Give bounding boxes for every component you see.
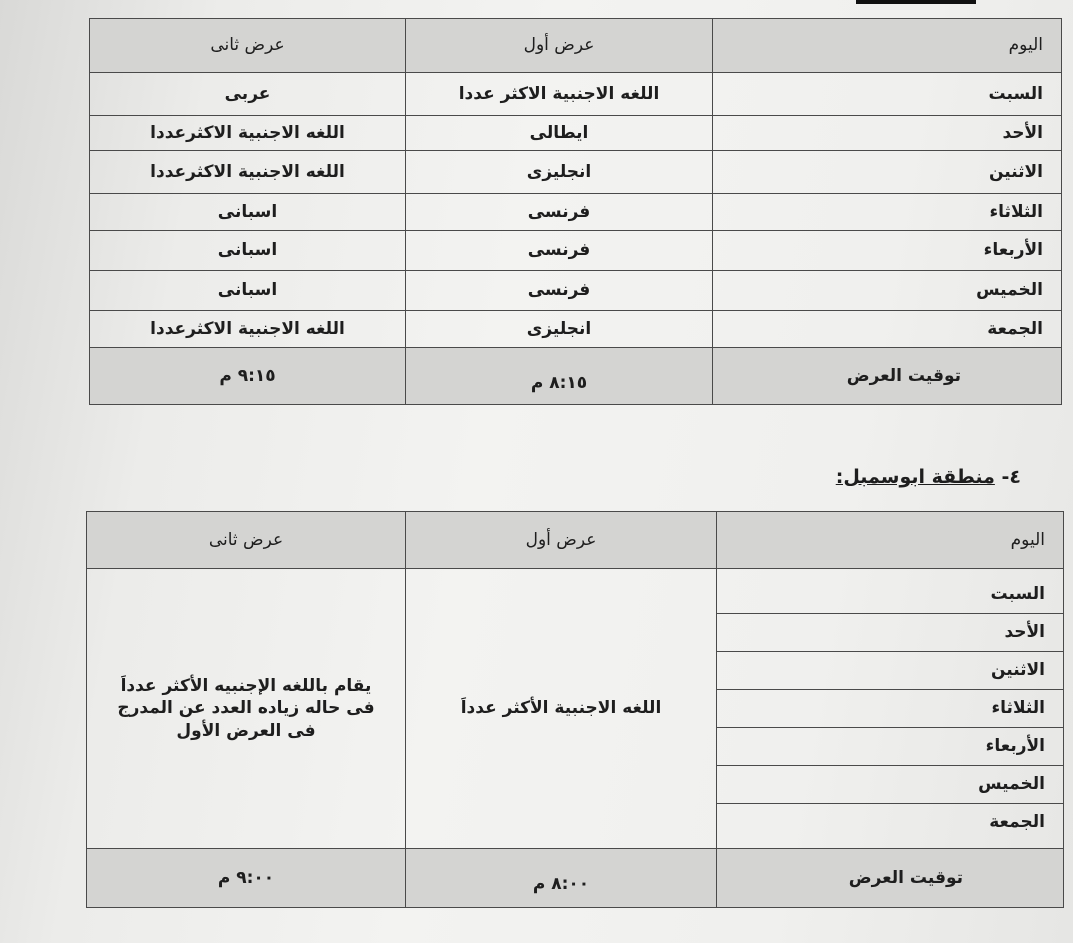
table-row (90, 73, 1062, 116)
list-item (717, 766, 1063, 804)
time-label: توقيت العرض (713, 348, 1062, 405)
header-row (90, 19, 1062, 73)
day-cell: الثلاثاء (713, 194, 1062, 231)
days-cell (717, 569, 1064, 849)
first-show-cell: فرنسى (406, 231, 713, 271)
note-line: فى العرض الأول (176, 720, 316, 741)
first-show-cell: اللغه الاجنبية الاكثر عددا (406, 73, 713, 116)
day-cell: الثلاثاء (717, 690, 1063, 728)
first-show-cell: فرنسى (406, 194, 713, 231)
day-cell: الجمعة (989, 812, 1045, 833)
day-cell: الاثنين (713, 151, 1062, 194)
schedule-table-2 (86, 511, 1064, 908)
list-item (717, 614, 1063, 652)
note-line: يقام باللغه الإجنبيه الأكثر عدداَ (120, 676, 372, 697)
header-second-show: عرض ثانى (87, 512, 406, 569)
time-label: توقيت العرض (717, 849, 1064, 908)
first-show-cell: اللغه الاجنبية الأكثر عدداَ (406, 569, 717, 849)
list-item (717, 728, 1063, 766)
second-show-cell: اللغه الاجنبية الاكثرعددا (90, 116, 406, 151)
second-show-time: ٩:١٥ م (90, 348, 406, 405)
days-block-row (87, 569, 1064, 849)
section-number: ٤- (1001, 466, 1021, 488)
table-row (90, 151, 1062, 194)
schedule-table-1 (89, 18, 1062, 405)
section-title: منطقة ابوسمبل: (835, 466, 995, 488)
list-item (717, 690, 1063, 728)
first-show-cell: انجليزى (406, 151, 713, 194)
second-show-cell: اسبانى (90, 231, 406, 271)
first-show-cell: انجليزى (406, 311, 713, 348)
days-list (717, 576, 1063, 841)
second-show-cell: عربى (90, 73, 406, 116)
list-item (717, 804, 1063, 842)
first-show-cell: فرنسى (406, 271, 713, 311)
day-cell: الأحد (713, 116, 1062, 151)
second-show-cell: اسبانى (90, 271, 406, 311)
list-item (717, 652, 1063, 690)
section-heading (836, 466, 1021, 488)
day-cell: الجمعة (713, 311, 1062, 348)
second-show-note (87, 675, 405, 741)
header-day: اليوم (717, 512, 1064, 569)
first-show-time: ٨:١٥ م (406, 348, 713, 405)
header-first-show: عرض أول (406, 19, 713, 73)
second-show-time: ٩:٠٠ م (87, 849, 406, 908)
day-cell: الخميس (713, 271, 1062, 311)
table-row (90, 271, 1062, 311)
table-row (90, 194, 1062, 231)
header-first-show: عرض أول (406, 512, 717, 569)
day-cell: السبت (717, 576, 1063, 614)
header-row (87, 512, 1064, 569)
table-row (90, 231, 1062, 271)
second-show-cell: اللغه الاجنبية الاكثرعددا (90, 151, 406, 194)
table-row (90, 116, 1062, 151)
first-show-cell: ايطالى (406, 116, 713, 151)
header-second-show: عرض ثانى (90, 19, 406, 73)
first-show-time: ٨:٠٠ م (406, 849, 717, 908)
day-cell: الخميس (717, 766, 1063, 804)
day-cell: الأحد (717, 614, 1063, 652)
top-underline-mark (856, 0, 976, 4)
second-show-cell: اللغه الاجنبية الاكثرعددا (90, 311, 406, 348)
second-show-cell (87, 569, 406, 849)
day-cell: السبت (713, 73, 1062, 116)
note-line: فى حاله زياده العدد عن المدرج (117, 698, 375, 719)
table-row (90, 311, 1062, 348)
header-day: اليوم (713, 19, 1062, 73)
time-row (87, 849, 1064, 908)
list-item (717, 576, 1063, 614)
day-cell: الاثنين (717, 652, 1063, 690)
day-cell: الأربعاء (717, 728, 1063, 766)
time-row (90, 348, 1062, 405)
day-cell: الأربعاء (713, 231, 1062, 271)
second-show-cell: اسبانى (90, 194, 406, 231)
